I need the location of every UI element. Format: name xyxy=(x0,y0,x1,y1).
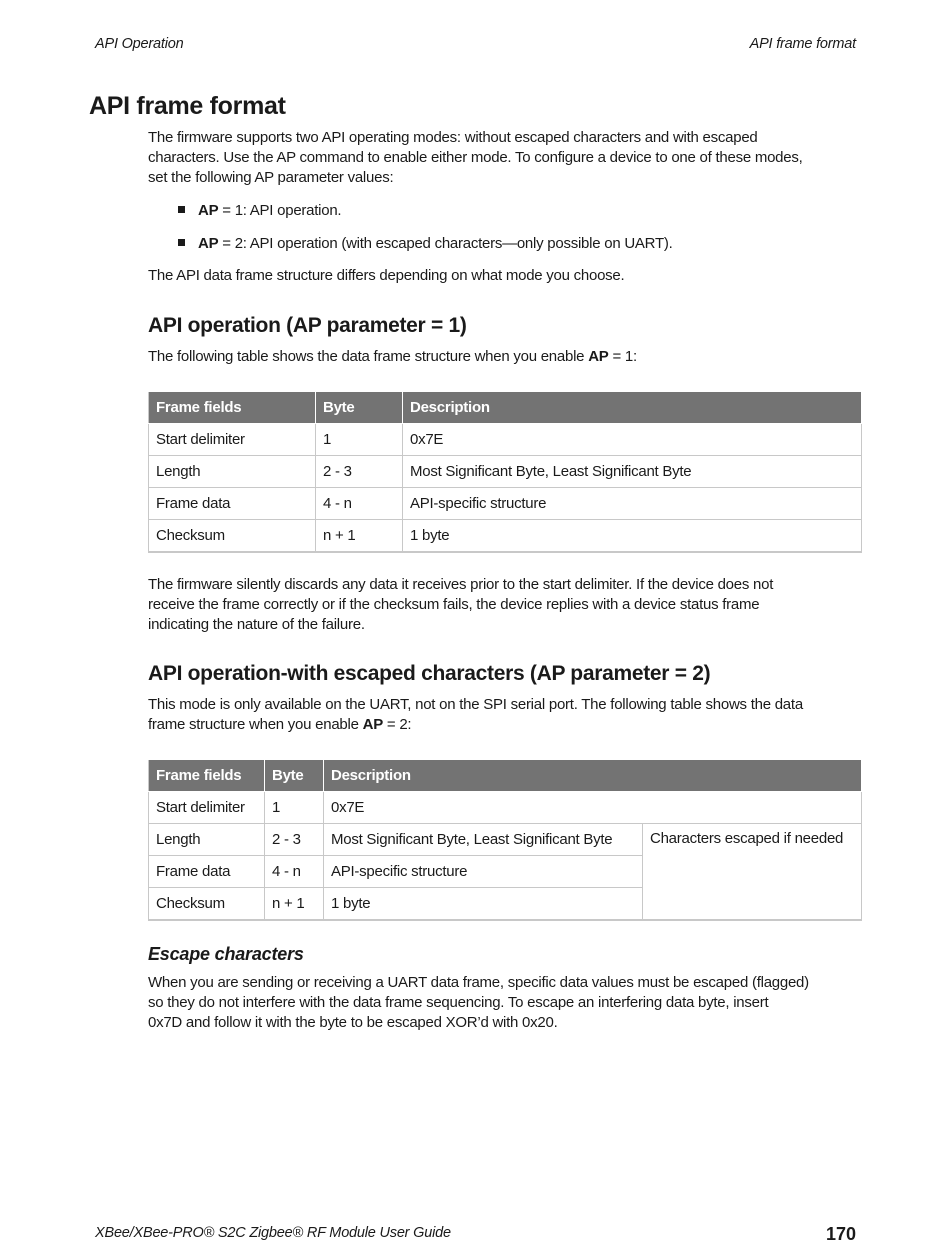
param-name: AP xyxy=(198,202,219,219)
bullet-item xyxy=(198,234,673,254)
table-row xyxy=(149,424,862,456)
running-header-left: API Operation xyxy=(95,36,184,52)
column-header: Byte xyxy=(316,392,403,424)
table-cell: 1 xyxy=(316,424,403,456)
section-heading: API operation (AP parameter = 1) xyxy=(148,314,467,337)
table-cell: Start delimiter xyxy=(149,424,316,456)
table-header-row xyxy=(149,760,862,792)
subsection-heading: Escape characters xyxy=(148,944,304,964)
bullet-icon xyxy=(178,206,185,213)
table-cell: Checksum xyxy=(149,888,265,921)
table-row xyxy=(149,824,862,856)
lead-text: frame structure when you enable xyxy=(148,716,363,733)
running-header-right: API frame format xyxy=(749,36,856,52)
merged-note-cell: Characters escaped if needed xyxy=(643,824,862,921)
section-lead xyxy=(148,347,637,367)
table-cell: 1 byte xyxy=(403,520,862,553)
table-cell: n + 1 xyxy=(316,520,403,553)
table-cell: API-specific structure xyxy=(324,856,643,888)
page-number: 170 xyxy=(825,1224,856,1244)
page-title: API frame format xyxy=(89,92,286,120)
table-cell: 1 xyxy=(265,792,324,824)
table-cell: Start delimiter xyxy=(149,792,265,824)
column-header: Frame fields xyxy=(149,392,316,424)
text-line: When you are sending or receiving a UART data frame, specific data values must be escaped (flagged) xyxy=(148,974,809,991)
table-cell: 1 byte xyxy=(324,888,643,921)
section-lead xyxy=(148,695,803,735)
text-line: The firmware supports two API operating modes: without escaped characters and with escaped xyxy=(148,129,758,146)
bullet-icon xyxy=(178,239,185,246)
table-cell: 0x7E xyxy=(324,792,862,824)
table-cell: 2 - 3 xyxy=(316,456,403,488)
table-cell: 2 - 3 xyxy=(265,824,324,856)
table-cell: n + 1 xyxy=(265,888,324,921)
footer-title: XBee/XBee-PRO® S2C Zigbee® RF Module User Guide xyxy=(95,1225,451,1241)
table-cell: Checksum xyxy=(149,520,316,553)
table-cell: Frame data xyxy=(149,856,265,888)
lead-text: The following table shows the data frame structure when you enable xyxy=(148,348,589,365)
bullet-text: = 2: API operation (with escaped characters—only possible on UART). xyxy=(218,235,673,252)
table-cell: Length xyxy=(149,456,316,488)
table-cell: Frame data xyxy=(149,488,316,520)
table-cell: 4 - n xyxy=(316,488,403,520)
param-name: AP xyxy=(198,235,219,252)
column-header: Frame fields xyxy=(149,760,265,792)
table-row xyxy=(149,456,862,488)
text-line: receive the frame correctly or if the checksum fails, the device replies with a device status frame xyxy=(148,596,760,613)
text-line: set the following AP parameter values: xyxy=(148,169,394,186)
text-line: This mode is only available on the UART, not on the SPI serial port. The following table shows the data xyxy=(148,696,803,713)
section1-after-paragraph xyxy=(148,575,773,635)
lead-text: = 1: xyxy=(608,348,637,365)
table-cell: Most Significant Byte, Least Significant Byte xyxy=(324,824,643,856)
bullet-text: = 1: API operation. xyxy=(218,202,342,219)
table-cell: 0x7E xyxy=(403,424,862,456)
text-line: The firmware silently discards any data it receives prior to the start delimiter. If the device does not xyxy=(148,576,774,593)
intro-paragraph xyxy=(148,128,803,188)
escape-paragraph xyxy=(148,973,809,1033)
table-row xyxy=(149,520,862,553)
frame-table-ap2 xyxy=(148,760,862,921)
text-line: indicating the nature of the failure. xyxy=(148,616,365,633)
frame-table-ap1 xyxy=(148,392,862,553)
intro-after: The API data frame structure differs depending on what mode you choose. xyxy=(148,267,625,284)
text-line: characters. Use the AP command to enable either mode. To configure a device to one of these modes, xyxy=(148,149,803,166)
param-name: AP xyxy=(588,348,609,365)
column-header: Byte xyxy=(265,760,324,792)
bullet-item xyxy=(198,201,341,221)
table-row xyxy=(149,488,862,520)
table-cell: API-specific structure xyxy=(403,488,862,520)
text-line: 0x7D and follow it with the byte to be escaped XOR’d with 0x20. xyxy=(148,1014,558,1031)
table-cell: Length xyxy=(149,824,265,856)
table-cell: 4 - n xyxy=(265,856,324,888)
column-header: Description xyxy=(324,760,862,792)
text-line xyxy=(148,715,803,735)
table-row xyxy=(149,792,862,824)
table-cell: Most Significant Byte, Least Significant Byte xyxy=(403,456,862,488)
table-header-row xyxy=(149,392,862,424)
column-header: Description xyxy=(403,392,862,424)
lead-text: = 2: xyxy=(382,716,412,733)
text-line: so they do not interfere with the data frame sequencing. To escape an interfering data byte, insert xyxy=(148,994,769,1011)
section-heading: API operation-with escaped characters (AP parameter = 2) xyxy=(148,662,711,685)
param-name: AP xyxy=(362,716,383,733)
